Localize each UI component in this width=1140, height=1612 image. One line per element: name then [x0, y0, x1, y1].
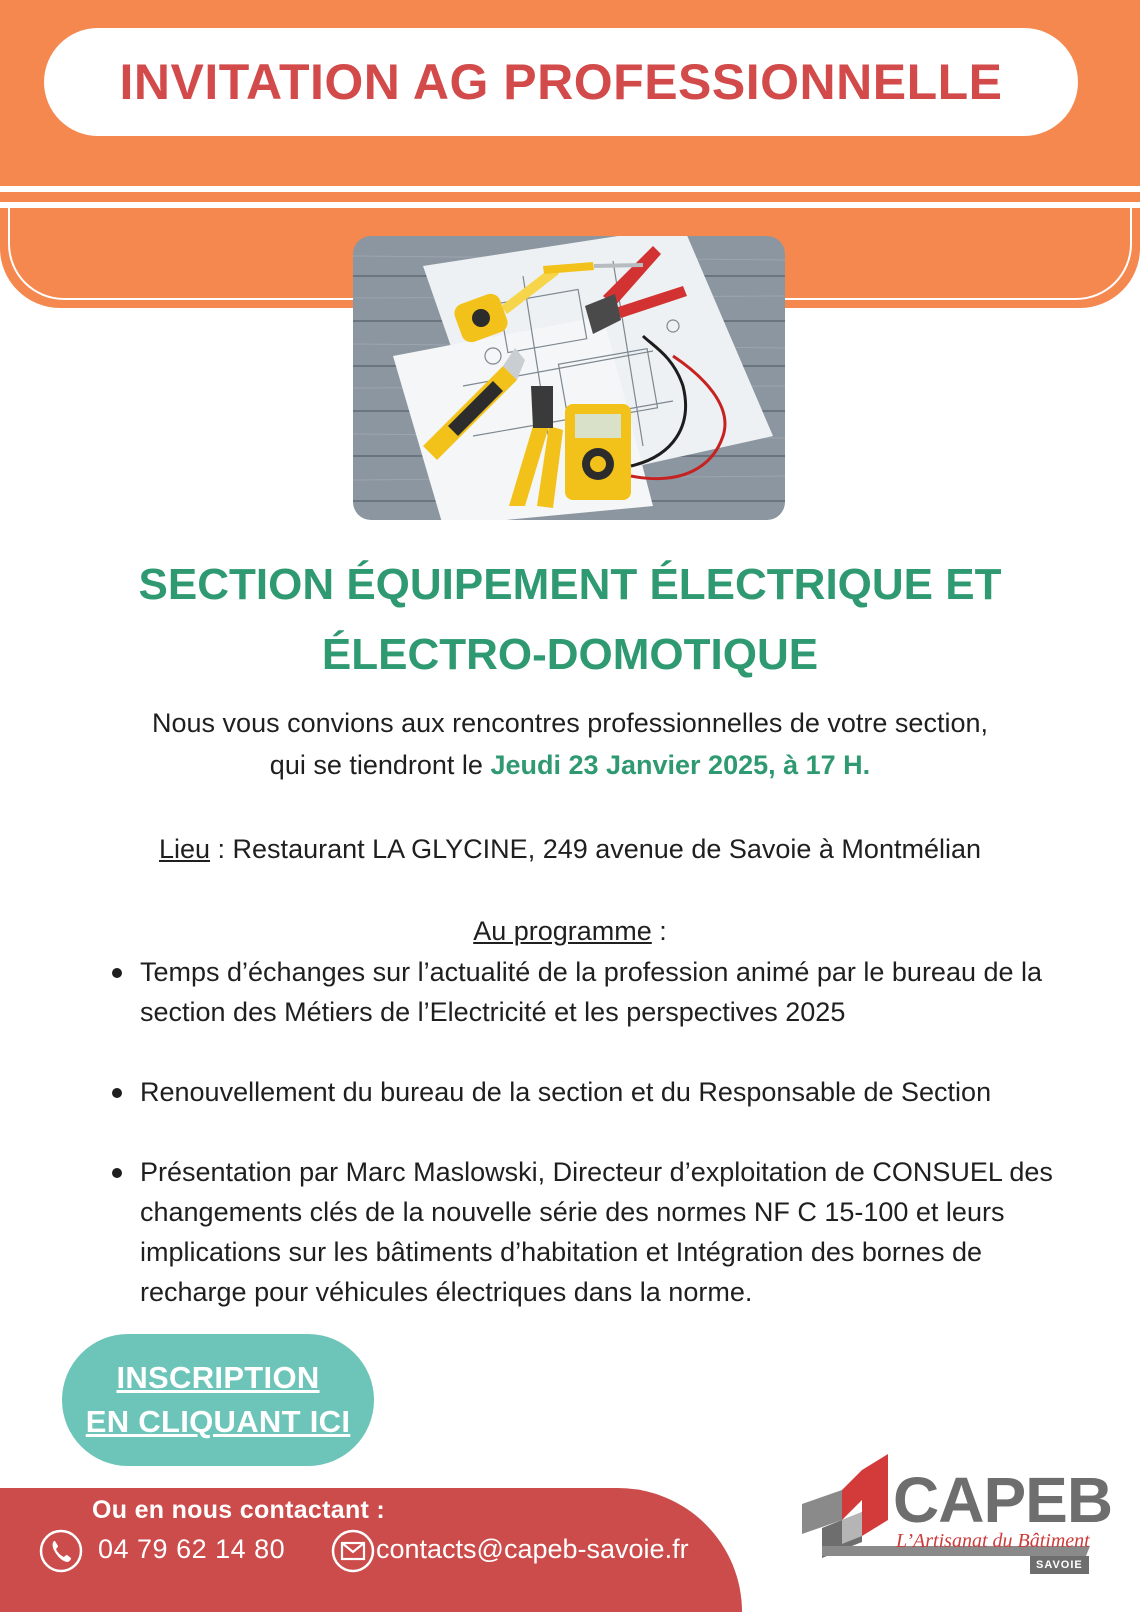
section-title-line: SECTION ÉQUIPEMENT ÉLECTRIQUE ET [138, 560, 1002, 609]
page-title: INVITATION AG PROFESSIONNELLE [119, 54, 1003, 110]
contact-email[interactable]: contacts@capeb-savoie.fr [376, 1534, 689, 1564]
program-heading [60, 910, 1080, 952]
program-label: Au programme [473, 916, 652, 946]
tools-photo [353, 236, 785, 520]
event-date: Jeudi 23 Janvier 2025, à 17 H. [490, 750, 871, 780]
venue-separator: : [210, 834, 233, 864]
program-list [110, 952, 1060, 1352]
logo-tagline: L’Artisanat du Bâtiment [896, 1530, 1090, 1552]
program-item: Présentation par Marc Maslowski, Directeur d’exploitation de CONSUEL des changements clés de la nouvelle série des normes NF C 15-100 et leurs implications sur les bâtiments d’habitation et Intégration des bornes de recharge pour véhicules électriques dans la norme. [110, 1152, 1060, 1312]
registration-label: EN CLIQUANT ICI [85, 1404, 351, 1439]
registration-label: INSCRIPTION [116, 1360, 320, 1395]
logo-region-badge: SAVOIE [1030, 1556, 1089, 1574]
intro-paragraph [60, 702, 1080, 786]
header-stripe [0, 192, 1140, 202]
contact-phone[interactable]: 04 79 62 14 80 [98, 1534, 286, 1564]
section-title [60, 550, 1080, 690]
mail-icon [330, 1528, 376, 1574]
program-item: Renouvellement du bureau de la section et du Responsable de Section [110, 1072, 1060, 1112]
venue-address: Restaurant LA GLYCINE, 249 avenue de Savoie à Montmélian [232, 834, 981, 864]
phone-icon [38, 1528, 84, 1574]
title-banner [44, 28, 1078, 136]
intro-line [60, 744, 1080, 786]
logo-wordmark: CAPEB [893, 1464, 1113, 1536]
intro-prefix: qui se tiendront le [269, 750, 491, 780]
registration-button[interactable] [62, 1334, 374, 1466]
venue-label: Lieu [158, 834, 211, 864]
tools-illustration [353, 236, 785, 520]
contact-heading: Ou en nous contactant : [92, 1496, 386, 1524]
section-title-line: ÉLECTRO-DOMOTIQUE [321, 630, 819, 679]
intro-line: Nous vous convions aux rencontres professionnelles de votre section, [152, 708, 988, 738]
venue-line [60, 828, 1080, 870]
program-item: Temps d’échanges sur l’actualité de la profession animé par le bureau de la section des Métiers de l’Electricité et les perspectives 2025 [110, 952, 1060, 1032]
program-suffix: : [651, 916, 667, 946]
